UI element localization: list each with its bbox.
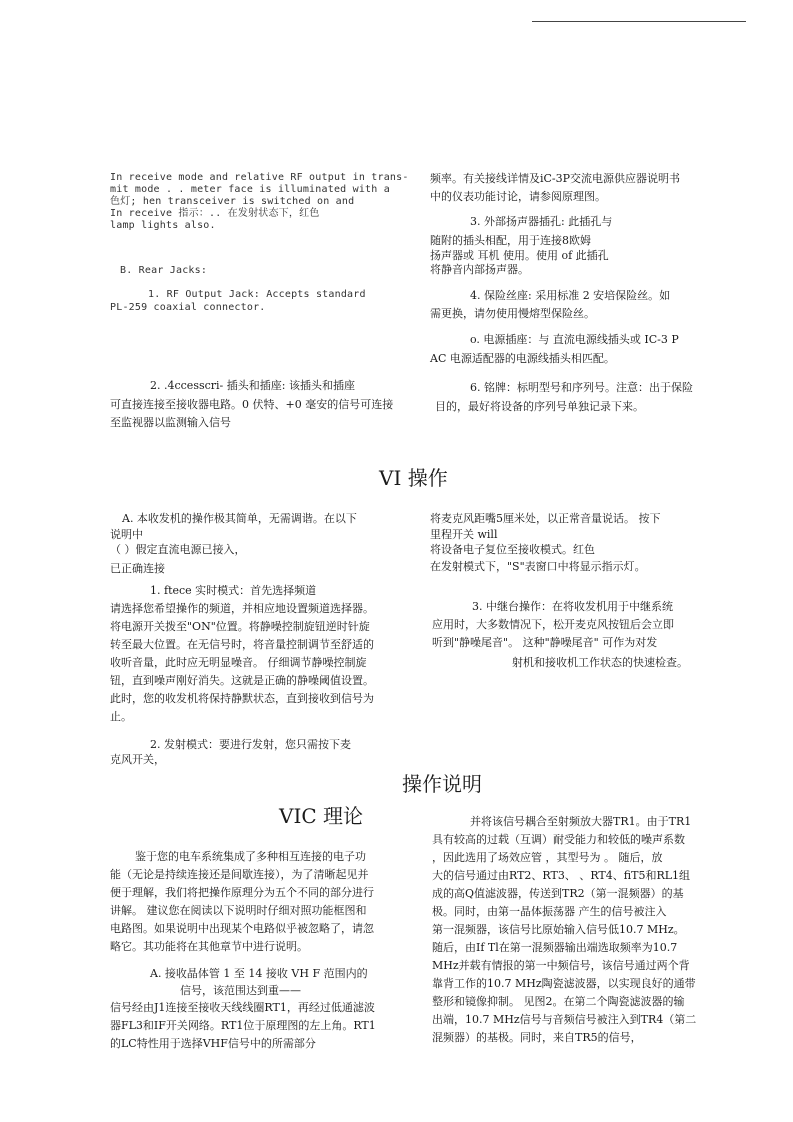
- freq-line-1: 频率。有关接线详情及iC-3P交流电源供应器说明书: [430, 172, 681, 185]
- receiver-line-3: 信号经由J1连接至接收天线线圈RT1，再经过低通滤波: [110, 1001, 375, 1014]
- theory-right-line-12: 出端，10.7 MHz信号与音频信号被注入到TR4（第二: [432, 1013, 697, 1026]
- receiver-line-4: 器FL3和IF开关网络。RT1位于原理图的左上角。RT1: [110, 1019, 376, 1032]
- nameplate-line-1: 6. 铭牌：标明型号和序列号。注意：出于保险: [470, 381, 693, 394]
- operation-line-2: 说明中: [110, 528, 143, 541]
- english-line-5: lamp lights also.: [110, 220, 216, 231]
- operation-right-line-4: 在发射模式下，"S"表窗口中将显示指示灯。: [430, 560, 646, 573]
- relay-line-1: 3. 中继台操作：在将收发机用于中继系统: [472, 600, 673, 613]
- mode1-line-4: 转至最大位置。在无信号时，将音量控制调节至舒适的: [110, 638, 374, 651]
- accessory-line-2: 可直接连接至接收器电路。0 伏特、+0 毫安的信号可连接: [110, 398, 394, 411]
- mode2-line-2: 克风开关，: [110, 753, 165, 766]
- power-line-2: AC 电源适配器的电源线插头相匹配。: [430, 352, 615, 365]
- speaker-line-1: 3. 外部扬声器插孔: 此插孔与: [470, 215, 613, 228]
- mode1-line-1: 1. ftece 实时模式：首先选择频道: [150, 584, 317, 597]
- theory-line-4: 讲解。 建议您在阅读以下说明时仔细对照功能框图和: [110, 904, 367, 917]
- operation-line-1: A. 本收发机的操作极其简单，无需调谐。在以下: [122, 512, 357, 525]
- theory-line-5: 电路图。如果说明中出现某个电路似乎被忽略了，请忽: [110, 922, 374, 935]
- operation-right-line-3: 将设备电子复位至接收模式。红色: [430, 543, 595, 556]
- theory-line-3: 便于理解，我们将把操作原理分为五个不同的部分进行: [110, 886, 374, 899]
- manual-heading: 操作说明: [402, 772, 482, 796]
- theory-right-line-11: 整形和镜像抑制。 见图2。在第二个陶瓷滤波器的输: [432, 995, 685, 1008]
- rf-output-line-2: PL-259 coaxial connector.: [110, 302, 266, 313]
- receiver-line-1: A. 接收晶体管 1 至 14 接收 VH F 范围内的: [150, 967, 368, 980]
- rear-jacks-heading: B. Rear Jacks:: [120, 265, 208, 276]
- english-line-3: 色灯; hen transceiver is switched on and: [110, 196, 355, 207]
- theory-line-2: 能（无论是持续连接还是间歇连接），为了清晰起见并: [110, 868, 369, 881]
- relay-line-3: 听到"静噪尾音"。 这种"静噪尾音" 可作为对发: [432, 636, 658, 649]
- theory-right-line-3: ，因此选用了场效应管 ，其型号为 。 随后，放: [432, 851, 663, 864]
- accessory-line-3: 至监视器以监测输入信号: [110, 416, 231, 429]
- theory-right-line-4: 大的信号通过由RT2、RT3、 、RT4、fiT5和RL1组: [432, 869, 691, 882]
- operation-line-3: （ ）假定直流电源已接入，: [110, 543, 246, 556]
- english-line-1: In receive mode and relative RF output in trans-: [110, 172, 409, 183]
- speaker-line-3: 扬声器或 耳机 使用。使用 of 此插孔: [430, 249, 609, 262]
- power-line-1: o. 电源插座：与 直流电源线插头或 IC-3 P: [470, 333, 679, 346]
- mode1-line-5: 收听音量，此时应无明显噪音。 仔细调节静噪控制旋: [110, 656, 367, 669]
- operation-right-line-2: 里程开关 will: [430, 528, 498, 541]
- nameplate-line-2: 目的，最好将设备的序列号单独记录下来。: [435, 400, 644, 413]
- accessory-line-1: 2. .4ccesscri- 插头和插座: 该插头和插座: [150, 379, 355, 392]
- theory-right-line-5: 成的高Q值滤波器，传送到TR2（第一混频器）的基: [432, 887, 684, 900]
- theory-right-line-6: 极。同时，由第一晶体振荡器 产生的信号被注入: [432, 905, 667, 918]
- freq-line-2: 中的仪表功能讨论，请参阅原理图。: [430, 190, 606, 203]
- theory-right-line-10: 靠背工作的10.7 MHz陶瓷滤波器，以实现良好的通带: [432, 977, 696, 990]
- theory-line-6: 略它。其功能将在其他章节中进行说明。: [110, 940, 308, 953]
- mode1-line-3: 将电源开关拨至"ON"位置。将静噪控制旋钮逆时针旋: [110, 620, 370, 633]
- theory-right-line-2: 具有较高的过载（互调）耐受能力和较低的噪声系数: [432, 833, 685, 846]
- header-rule: [532, 21, 746, 22]
- theory-right-line-1: 并将该信号耦合至射频放大器TR1。由于TR1: [470, 815, 692, 828]
- speaker-line-2: 随附的插头相配，用于连接8欧姆: [430, 234, 591, 247]
- english-line-2: mit mode . . meter face is illuminated with a: [110, 184, 390, 195]
- relay-line-2: 应用时，大多数情况下，松开麦克风按钮后会立即: [432, 618, 674, 631]
- speaker-line-4: 将静音内部扬声器。: [430, 263, 529, 276]
- theory-right-line-8: 随后，由If Tl在第一混频器输出端选取频率为10.7: [432, 941, 678, 954]
- fuse-line-2: 需更换，请勿使用慢熔型保险丝。: [430, 307, 595, 320]
- rf-output-line-1: 1. RF Output Jack: Accepts standard: [148, 289, 366, 300]
- mode1-line-7: 此时，您的收发机将保持静默状态，直到接收到信号为: [110, 692, 374, 705]
- operation-right-line-1: 将麦克风距嘴5厘米处，以正常音量说话。 按下: [430, 512, 661, 525]
- theory-line-1: 鉴于您的电车系统集成了多种相互连接的电子功: [135, 850, 366, 863]
- theory-right-line-9: MHz并载有情报的第一中频信号，该信号通过两个背: [432, 959, 690, 972]
- relay-line-4: 射机和接收机工作状态的快速检查。: [512, 656, 688, 669]
- theory-right-line-7: 第一混频器，该信号比原始输入信号低10.7 MHz。: [432, 923, 685, 936]
- mode1-line-8: 止。: [110, 710, 132, 723]
- receiver-line-2: 信号，该范围达到重——: [180, 984, 301, 997]
- mode1-line-6: 钮，直到噪声刚好消失。这就是正确的静噪阈值设置。: [110, 674, 374, 687]
- receiver-line-5: 的LC特性用于选择VHF信号中的所需部分: [110, 1037, 316, 1050]
- english-line-4: In receive 指示：.. 在发射状态下，红色: [110, 208, 320, 219]
- section-vi-title: VI 操作: [379, 466, 448, 490]
- fuse-line-1: 4. 保险丝座: 采用标准 2 安培保险丝。如: [470, 289, 671, 302]
- mode1-line-2: 请选择您希望操作的频道，并相应地设置频道选择器。: [110, 602, 374, 615]
- section-vii-title: VIC 理论: [279, 804, 364, 828]
- operation-line-4: 已正确连接: [110, 562, 165, 575]
- theory-right-line-13: 混频器）的基极。同时，来自TR5的信号，: [432, 1031, 642, 1044]
- mode2-line-1: 2. 发射模式：要进行发射，您只需按下麦: [150, 738, 351, 751]
